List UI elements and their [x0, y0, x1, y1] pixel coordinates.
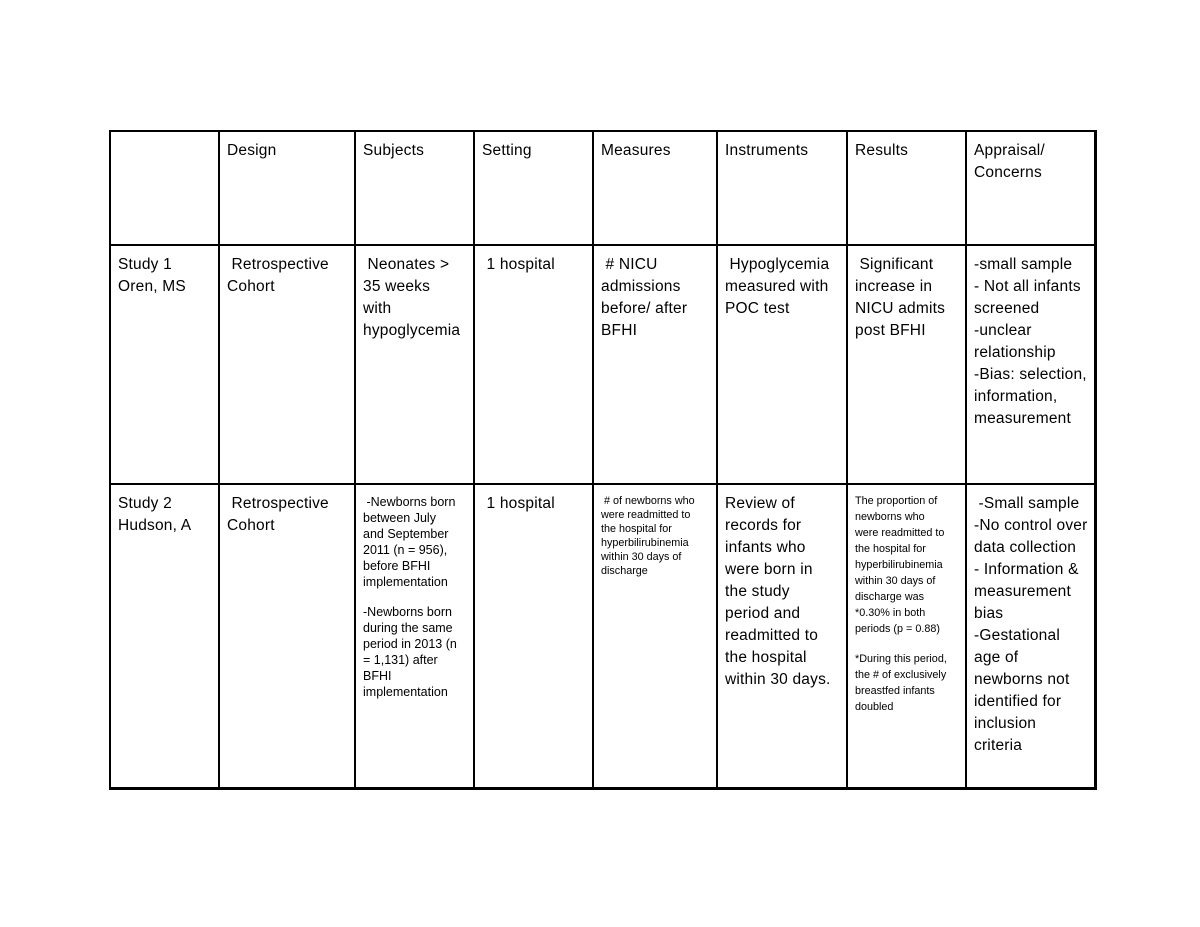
results-text-group-2: *During this period, the # of exclusively breastfed infants doubled [855, 653, 947, 713]
subjects-text: Neonates > 35 weeks with hypoglycemia [363, 256, 461, 339]
study-label: Study 1 Oren, MS [118, 256, 186, 295]
results-cell [847, 245, 966, 484]
header-cell-blank [110, 131, 219, 245]
design-text: Retrospective Cohort [227, 256, 329, 295]
concern-item: -Gestational age of newborns not identified for inclusion criteria [974, 627, 1070, 754]
concern-item: - Not all infants screened [974, 278, 1081, 317]
header-label-results: Results [855, 142, 909, 159]
results-text-group-1: The proportion of newborns who were readmitted to the hospital for hyperbilirubinemia within 30 days of discharge was *0.30% in both periods (p = 0.88) [855, 495, 945, 635]
instruments-cell [717, 245, 847, 484]
header-cell-measures [593, 131, 717, 245]
header-cell-appraisal [966, 131, 1095, 245]
setting-cell [474, 245, 593, 484]
instruments-cell [717, 484, 847, 789]
measures-cell [593, 484, 717, 789]
header-cell-design [219, 131, 355, 245]
literature-review-table [109, 130, 1097, 790]
header-label-instruments: Instruments [725, 142, 809, 159]
table-row [110, 245, 1095, 484]
header-cell-subjects [355, 131, 474, 245]
setting-cell [474, 484, 593, 789]
header-label-design: Design [227, 142, 277, 159]
header-label-subjects: Subjects [363, 142, 425, 159]
measures-text: # NICU admissions before/ after BFHI [601, 256, 688, 339]
header-label-measures: Measures [601, 142, 671, 159]
header-label-appraisal: Appraisal/ Concerns [974, 142, 1045, 181]
study-cell [110, 245, 219, 484]
subjects-cell [355, 484, 474, 789]
header-cell-results [847, 131, 966, 245]
header-row [110, 131, 1095, 245]
table-row [110, 484, 1095, 789]
concern-item: -small sample [974, 256, 1073, 273]
instruments-text: Hypoglycemia measured with POC test [725, 256, 830, 317]
measures-cell [593, 245, 717, 484]
header-cell-instruments [717, 131, 847, 245]
concern-item: -No control over data collection [974, 517, 1088, 556]
header-cell-setting [474, 131, 593, 245]
design-cell [219, 245, 355, 484]
measures-text: # of newborns who were readmitted to the hospital for hyperbilirubinemia within 30 days of discharge [601, 495, 695, 577]
instruments-text: Review of records for infants who were born in the study period and readmitted to the hospital within 30 days. [725, 495, 831, 688]
concern-item: -Bias: selection, information, measurement [974, 366, 1087, 427]
design-text: Retrospective Cohort [227, 495, 329, 534]
concern-item: -unclear relationship [974, 322, 1056, 361]
header-label-setting: Setting [482, 142, 532, 159]
subjects-cell [355, 245, 474, 484]
concern-item: -Small sample [974, 495, 1080, 512]
concerns-cell [966, 484, 1095, 789]
concerns-cell [966, 245, 1095, 484]
results-cell [847, 484, 966, 789]
study-label: Study 2 Hudson, A [118, 495, 192, 534]
setting-text: 1 hospital [482, 256, 555, 273]
study-cell [110, 484, 219, 789]
setting-text: 1 hospital [482, 495, 555, 512]
concern-item: - Information & measurement bias [974, 561, 1079, 622]
subjects-text-group-1: -Newborns born between July and September 2011 (n = 956), before BFHI implementation [363, 495, 456, 589]
subjects-text-group-2: -Newborns born during the same period in 2013 (n = 1,131) after BFHI implementation [363, 605, 457, 699]
design-cell [219, 484, 355, 789]
results-text: Significant increase in NICU admits post BFHI [855, 256, 946, 339]
